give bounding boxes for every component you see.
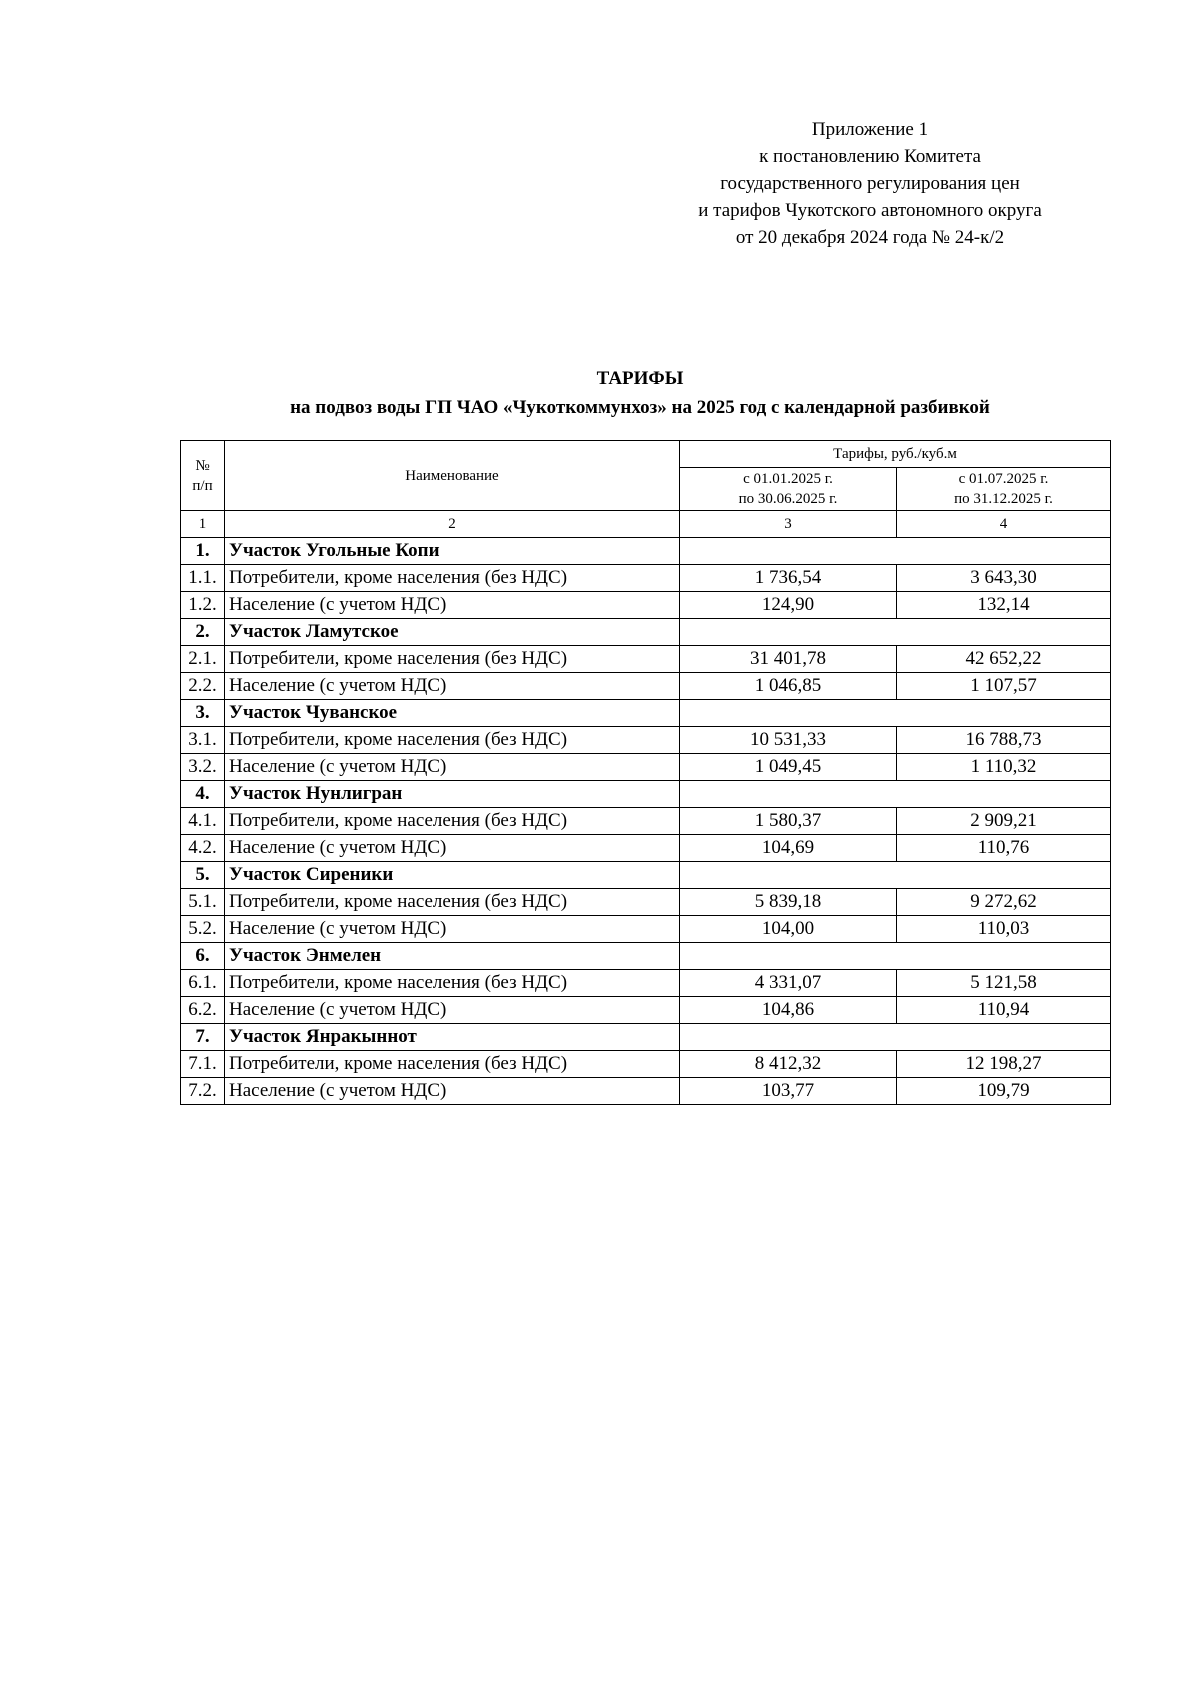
tariff-period-2: 132,14 xyxy=(897,592,1111,619)
section-num: 7. xyxy=(181,1024,225,1051)
tariff-period-2: 1 107,57 xyxy=(897,673,1111,700)
table-row xyxy=(181,1078,1111,1105)
tariff-period-1: 104,00 xyxy=(680,916,897,943)
row-num: 2.1. xyxy=(181,646,225,673)
tariff-period-2: 3 643,30 xyxy=(897,565,1111,592)
table-row xyxy=(181,997,1111,1024)
table-row xyxy=(181,916,1111,943)
header-num-cell xyxy=(181,441,225,511)
section-num: 6. xyxy=(181,943,225,970)
title-sub: на подвоз воды ГП ЧАО «Чукоткоммунхоз» на 2025 год с календарной разбивкой xyxy=(290,397,990,418)
row-name: Потребители, кроме населения (без НДС) xyxy=(225,565,680,592)
tariff-period-2: 9 272,62 xyxy=(897,889,1111,916)
section-row xyxy=(181,862,1111,889)
section-name: Участок Чуванское xyxy=(225,700,680,727)
header-period-1 xyxy=(680,468,897,511)
table-row xyxy=(181,970,1111,997)
period-line: по 31.12.2025 г. xyxy=(954,491,1053,507)
section-name: Участок Ламутское xyxy=(225,619,680,646)
section-empty-cell xyxy=(680,943,1111,970)
tariff-period-2: 109,79 xyxy=(897,1078,1111,1105)
tariff-period-2: 110,94 xyxy=(897,997,1111,1024)
table-row xyxy=(181,673,1111,700)
tariff-period-2: 110,76 xyxy=(897,835,1111,862)
section-empty-cell xyxy=(680,1024,1111,1051)
appendix-line: государственного регулирования цен xyxy=(720,173,1020,194)
section-num: 5. xyxy=(181,862,225,889)
row-name: Потребители, кроме населения (без НДС) xyxy=(225,646,680,673)
row-num: 1.2. xyxy=(181,592,225,619)
row-name: Потребители, кроме населения (без НДС) xyxy=(225,1051,680,1078)
tariff-period-1: 1 046,85 xyxy=(680,673,897,700)
section-empty-cell xyxy=(680,862,1111,889)
tariff-period-1: 104,69 xyxy=(680,835,897,862)
row-name: Потребители, кроме населения (без НДС) xyxy=(225,889,680,916)
tariffs-table xyxy=(180,440,1111,1105)
section-name: Участок Нунлигран xyxy=(225,781,680,808)
period-line: с 01.01.2025 г. xyxy=(743,471,833,487)
table-row xyxy=(181,1051,1111,1078)
period-line: с 01.07.2025 г. xyxy=(958,471,1049,487)
section-empty-cell xyxy=(680,781,1111,808)
row-num: 3.1. xyxy=(181,727,225,754)
section-row xyxy=(181,538,1111,565)
section-row xyxy=(181,700,1111,727)
appendix-block xyxy=(640,116,1100,251)
table-row xyxy=(181,646,1111,673)
row-num: 6.2. xyxy=(181,997,225,1024)
section-name: Участок Энмелен xyxy=(225,943,680,970)
tariff-period-1: 103,77 xyxy=(680,1078,897,1105)
tariff-period-1: 8 412,32 xyxy=(680,1051,897,1078)
column-index: 2 xyxy=(225,511,680,538)
tariff-period-1: 10 531,33 xyxy=(680,727,897,754)
table-row xyxy=(181,727,1111,754)
appendix-line: Приложение 1 xyxy=(811,119,929,140)
appendix-line: к постановлению Комитета xyxy=(759,146,981,167)
tariff-period-1: 4 331,07 xyxy=(680,970,897,997)
row-name: Потребители, кроме населения (без НДС) xyxy=(225,970,680,997)
section-name: Участок Сиреники xyxy=(225,862,680,889)
row-name: Население (с учетом НДС) xyxy=(225,592,680,619)
section-empty-cell xyxy=(680,538,1111,565)
section-name: Участок Угольные Копи xyxy=(225,538,680,565)
tariff-period-1: 1 580,37 xyxy=(680,808,897,835)
row-num: 2.2. xyxy=(181,673,225,700)
appendix-line: от 20 декабря 2024 года № 24-к/2 xyxy=(735,227,1005,248)
row-name: Население (с учетом НДС) xyxy=(225,1078,680,1105)
header-period-2 xyxy=(897,468,1111,511)
section-name: Участок Янракыннот xyxy=(225,1024,680,1051)
row-name: Население (с учетом НДС) xyxy=(225,754,680,781)
header-num-line: № xyxy=(195,457,210,474)
table-row xyxy=(181,889,1111,916)
table-row xyxy=(181,835,1111,862)
tariff-period-1: 31 401,78 xyxy=(680,646,897,673)
appendix-line: и тарифов Чукотского автономного округа xyxy=(698,200,1042,221)
table-row xyxy=(181,808,1111,835)
tariff-period-2: 5 121,58 xyxy=(897,970,1111,997)
tariff-period-1: 104,86 xyxy=(680,997,897,1024)
row-num: 7.1. xyxy=(181,1051,225,1078)
table-header-row xyxy=(181,441,1111,468)
section-row xyxy=(181,781,1111,808)
tariff-period-1: 5 839,18 xyxy=(680,889,897,916)
row-name: Потребители, кроме населения (без НДС) xyxy=(225,727,680,754)
section-num: 4. xyxy=(181,781,225,808)
section-num: 1. xyxy=(181,538,225,565)
table-row xyxy=(181,565,1111,592)
row-num: 7.2. xyxy=(181,1078,225,1105)
column-index: 1 xyxy=(181,511,225,538)
row-num: 4.1. xyxy=(181,808,225,835)
row-num: 1.1. xyxy=(181,565,225,592)
row-num: 5.1. xyxy=(181,889,225,916)
period-line: по 30.06.2025 г. xyxy=(738,491,838,507)
row-num: 3.2. xyxy=(181,754,225,781)
row-name: Население (с учетом НДС) xyxy=(225,916,680,943)
tariff-period-2: 42 652,22 xyxy=(897,646,1111,673)
section-row xyxy=(181,943,1111,970)
section-empty-cell xyxy=(680,619,1111,646)
section-num: 2. xyxy=(181,619,225,646)
header-num-line: п/п xyxy=(192,477,213,494)
tariff-period-1: 124,90 xyxy=(680,592,897,619)
row-name: Потребители, кроме населения (без НДС) xyxy=(225,808,680,835)
row-num: 5.2. xyxy=(181,916,225,943)
tariff-period-2: 16 788,73 xyxy=(897,727,1111,754)
tariff-period-2: 110,03 xyxy=(897,916,1111,943)
table-row xyxy=(181,592,1111,619)
table-row xyxy=(181,754,1111,781)
section-num: 3. xyxy=(181,700,225,727)
section-empty-cell xyxy=(680,700,1111,727)
tariff-period-1: 1 736,54 xyxy=(680,565,897,592)
section-row xyxy=(181,619,1111,646)
tariff-period-2: 12 198,27 xyxy=(897,1051,1111,1078)
column-index-row xyxy=(181,511,1111,538)
row-num: 4.2. xyxy=(181,835,225,862)
row-name: Население (с учетом НДС) xyxy=(225,673,680,700)
section-row xyxy=(181,1024,1111,1051)
header-tariffs-cell: Тарифы, руб./куб.м xyxy=(680,441,1111,468)
tariff-period-1: 1 049,45 xyxy=(680,754,897,781)
row-name: Население (с учетом НДС) xyxy=(225,997,680,1024)
column-index: 3 xyxy=(680,511,897,538)
header-name-cell: Наименование xyxy=(225,441,680,511)
row-name: Население (с учетом НДС) xyxy=(225,835,680,862)
column-index: 4 xyxy=(897,511,1111,538)
row-num: 6.1. xyxy=(181,970,225,997)
document-title xyxy=(180,364,1100,422)
title-main: ТАРИФЫ xyxy=(596,368,684,389)
tariff-period-2: 1 110,32 xyxy=(897,754,1111,781)
tariff-period-2: 2 909,21 xyxy=(897,808,1111,835)
